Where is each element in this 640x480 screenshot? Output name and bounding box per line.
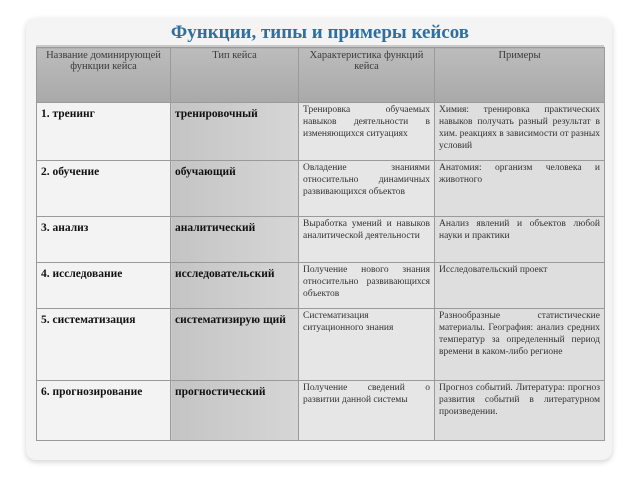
cell-characteristic: Получение нового знания относительно развивающихся объектов [299,263,435,309]
table-header-row [37,48,605,103]
cell-examples: Исследовательский проект [435,263,605,309]
header-function: Название доминирующей функции кейса [37,48,171,103]
cell-characteristic: Тренировка обучаемых навыков деятельности в изменяющихся ситуациях [299,103,435,161]
header-type: Тип кейса [171,48,299,103]
table-row [37,381,605,441]
cell-type: прогностический [171,381,299,441]
cell-type: тренировочный [171,103,299,161]
cell-characteristic: Систематизация ситуационного знания [299,309,435,381]
header-examples: Примеры [435,48,605,103]
cell-examples: Анатомия: организм человека и животного [435,161,605,217]
header-characteristic: Характеристика функций кейса [299,48,435,103]
cell-function: 6. прогнозирование [37,381,171,441]
table-row [37,309,605,381]
table-row [37,161,605,217]
cell-characteristic: Получение сведений о развитии данной системы [299,381,435,441]
slide-title: Функции, типы и примеры кейсов [170,22,470,43]
cell-examples: Прогноз событий. Литература: прогноз развития событий в литературном произведении. [435,381,605,441]
cell-function: 3. анализ [37,217,171,263]
cell-examples: Химия: тренировка практических навыков получать разный результат в хим. реакциях в зависимости от разных условий [435,103,605,161]
cell-characteristic: Овладение знаниями относительно динамичных развивающихся объектов [299,161,435,217]
cell-examples: Анализ явлений и объектов любой науки и практики [435,217,605,263]
cell-examples: Разнообразные статистические материалы. География: анализ средних температур за определенный период времени в каком-либо регионе [435,309,605,381]
cell-function: 5. систематизация [37,309,171,381]
table-row [37,103,605,161]
cell-function: 1. тренинг [37,103,171,161]
cell-type: исследовательский [171,263,299,309]
cell-type: систематизирую щий [171,309,299,381]
cell-characteristic: Выработка умений и навыков аналитической деятельности [299,217,435,263]
cell-function: 2. обучение [37,161,171,217]
table-row [37,263,605,309]
cell-type: аналитический [171,217,299,263]
cases-table [36,47,605,441]
cell-function: 4. исследование [37,263,171,309]
table-row [37,217,605,263]
cell-type: обучающий [171,161,299,217]
